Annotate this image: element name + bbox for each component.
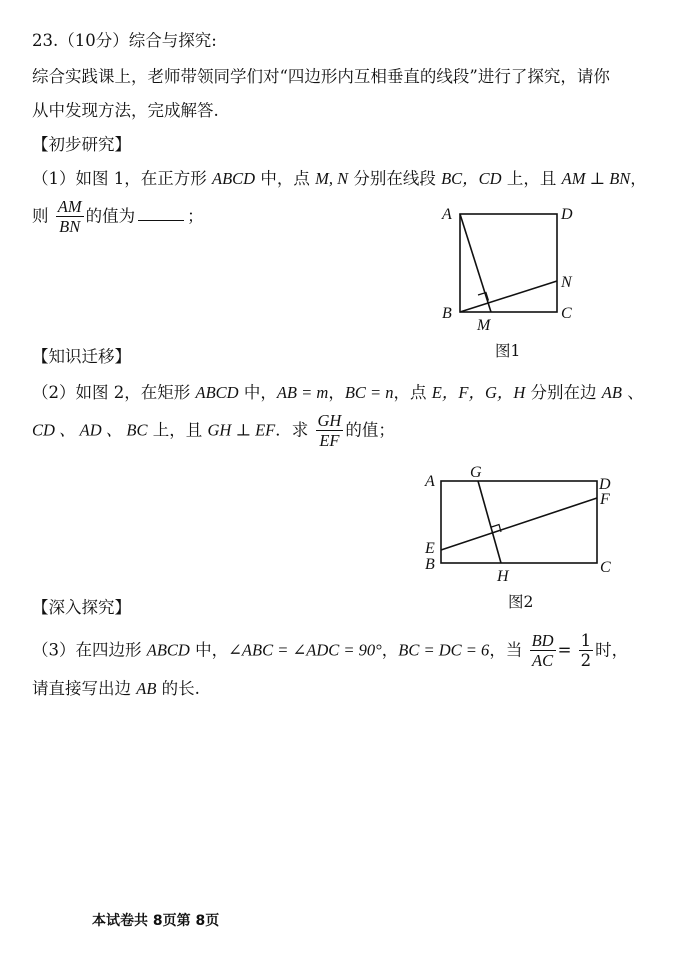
part2-line-1 xyxy=(32,382,644,404)
part2-frac-num: GH xyxy=(317,411,342,430)
part2-frac-den: EF xyxy=(319,431,340,451)
part2-text-c: ， xyxy=(328,383,345,402)
fig2-label-b: B xyxy=(425,556,435,573)
part2-fraction xyxy=(316,412,344,450)
fig1-square xyxy=(460,214,557,312)
part3-text-b: 中， xyxy=(189,640,229,660)
part3-line2-b: 的长. xyxy=(156,679,200,698)
part3-fraction-1 xyxy=(530,632,556,670)
fig2-rectangle xyxy=(441,481,597,563)
part2-eq2: BC = n xyxy=(344,383,394,402)
part3-quad: ABCD xyxy=(146,640,190,660)
part2-heading: 【知识迁移】 xyxy=(32,347,131,366)
part3-frac2-num: 1 xyxy=(580,631,592,650)
part3-text-a: （3）在四边形 xyxy=(32,640,147,660)
fig1-label-d: D xyxy=(561,206,573,223)
part3-frac2-den: 2 xyxy=(580,651,592,671)
part1-ask-end: ； xyxy=(187,206,204,226)
intro-line-1: 综合实践课上，老师带领同学们对“四边形内互相垂直的线段”进行了探究，请你 xyxy=(32,67,610,86)
part2-text-a: （2）如图 2，在矩形 xyxy=(32,383,196,402)
part1-square: ABCD xyxy=(212,169,256,188)
part3-line-2 xyxy=(32,678,200,700)
part1-line-2 xyxy=(32,198,204,236)
fig2-label-e: E xyxy=(425,540,435,557)
part1-text-d: 上，且 xyxy=(501,169,562,188)
part3-text-c: ， xyxy=(381,640,399,660)
fig2-label-c: C xyxy=(600,559,611,576)
part3-line2-a: 请直接写出边 xyxy=(32,679,137,698)
part2-edge1: AB xyxy=(601,383,622,402)
part2-text-b: 中， xyxy=(238,383,277,402)
part1-ask-prefix: 则 xyxy=(32,206,49,226)
fig1-label-m: M xyxy=(477,317,491,334)
part1-text-e: ， xyxy=(630,169,647,188)
part3-angles: ∠ABC = ∠ADC = 90° xyxy=(228,640,382,660)
part1-fraction xyxy=(56,198,84,236)
part2-rect: ABCD xyxy=(195,383,239,402)
question-number: 23. xyxy=(32,31,59,50)
part1-ask-suffix: 的值为 xyxy=(85,206,136,226)
part2-text-h: ．求 xyxy=(275,420,309,440)
part1-text-c: 分别在线段 xyxy=(348,169,442,188)
part1-text-a: （1）如图 1，在正方形 xyxy=(32,169,212,188)
fig2-label-a: A xyxy=(425,473,435,490)
part2-text-i: 的值； xyxy=(345,420,395,440)
fig2-segment-gh xyxy=(478,481,501,563)
fig2-right-angle-mark xyxy=(492,525,502,533)
part3-heading: 【深入探究】 xyxy=(32,598,131,617)
fig1-segment-bn xyxy=(460,281,557,312)
fig1-label-a: A xyxy=(442,206,452,223)
part2-line-2 xyxy=(32,412,395,450)
fig1-caption: 图1 xyxy=(495,342,521,360)
part2-text-g: 上，且 xyxy=(147,420,208,440)
part3-edge: AB xyxy=(136,679,157,698)
fig2-label-g: G xyxy=(470,464,482,481)
part3-frac1-num: BD xyxy=(531,631,554,650)
part2-eq1: AB = m xyxy=(276,383,329,402)
fig1-label-c: C xyxy=(561,305,572,322)
part2-edges: CD 、 AD 、 BC xyxy=(32,420,148,440)
part2-text-d: ，点 xyxy=(393,383,432,402)
part3-equals: = xyxy=(557,640,572,660)
part1-heading: 【初步研究】 xyxy=(32,135,131,154)
part1-perp: AM ⊥ BN xyxy=(561,169,631,188)
intro-line-2: 从中发现方法，完成解答. xyxy=(32,101,219,120)
fig1-right-angle-mark xyxy=(478,293,489,301)
part3-text-e: 时， xyxy=(595,640,629,660)
part3-text-d: ，当 xyxy=(489,640,523,660)
fig2-label-h: H xyxy=(497,568,509,585)
part3-sides: BC = DC = 6 xyxy=(398,640,490,660)
part3-fraction-2 xyxy=(579,632,594,670)
fig1-label-n: N xyxy=(561,274,572,291)
part2-text-e: 分别在边 xyxy=(525,383,602,402)
part1-text-b: 中，点 xyxy=(255,169,316,188)
part1-segments: BC，CD xyxy=(441,169,502,188)
part3-frac1-den: AC xyxy=(532,651,554,671)
fig2-label-d: D xyxy=(599,476,611,493)
fig2-caption: 图2 xyxy=(508,593,534,611)
part2-text-f: 、 xyxy=(621,383,644,402)
question-header xyxy=(32,30,217,52)
part1-line-1 xyxy=(32,168,647,190)
part3-line-1 xyxy=(32,632,628,670)
answer-blank xyxy=(138,204,184,221)
fig2-segment-ef xyxy=(441,498,597,550)
part1-frac-den: BN xyxy=(59,217,81,237)
fig1-label-b: B xyxy=(442,305,452,322)
question-score: （10分） xyxy=(58,31,129,50)
page-footer: 本试卷共 8页第 8页 xyxy=(92,913,220,929)
question-title: 综合与探究: xyxy=(128,31,217,50)
fig2-label-f: F xyxy=(600,491,610,508)
part1-points: M, N xyxy=(315,169,349,188)
part2-perp: GH ⊥ EF xyxy=(207,420,276,440)
fig1-segment-am xyxy=(460,214,491,312)
part2-points: E，F，G，H xyxy=(431,383,526,402)
part1-frac-num: AM xyxy=(57,197,82,216)
